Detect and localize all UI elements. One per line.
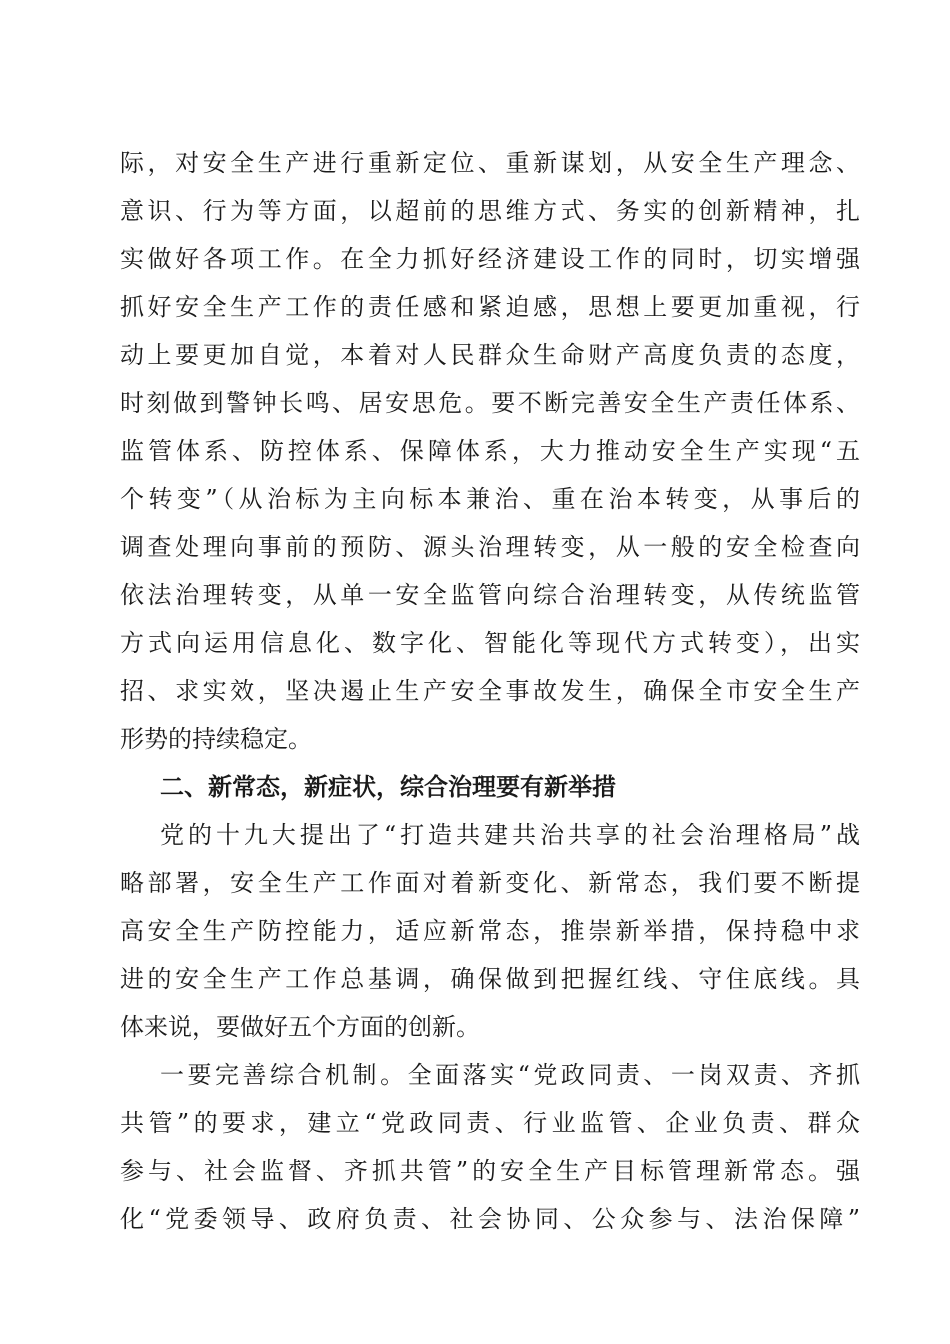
para1-line-2: 意识、行为等方面，以超前的思维方式、务实的创新精神，扎 — [120, 197, 860, 225]
para1-line-8: 个转变”（从治标为主向标本兼治、重在治本转变，从事后的 — [120, 485, 860, 513]
para3-line-1: 一要完善综合机制。全面落实“党政同责、一岗双责、齐抓 — [160, 1061, 860, 1089]
para3-line-4: 化“党委领导、政府负责、社会协同、公众参与、法治保障” — [120, 1205, 860, 1233]
para3-line-3: 参与、社会监督、齐抓共管”的安全生产目标管理新常态。强 — [120, 1157, 860, 1185]
para1-line-5: 动上要更加自觉，本着对人民群众生命财产高度负责的态度， — [120, 341, 860, 369]
para1-line-10: 依法治理转变，从单一安全监管向综合治理转变，从传统监管 — [120, 581, 860, 609]
para1-line-12: 招、求实效，坚决遏止生产安全事故发生，确保全市安全生产 — [120, 677, 860, 705]
para2-line-3: 高安全生产防控能力，适应新常态，推崇新举措，保持稳中求 — [120, 917, 860, 945]
para1-line-11: 方式向运用信息化、数字化、智能化等现代方式转变），出实 — [120, 629, 860, 657]
para2-line-5: 体来说，要做好五个方面的创新。 — [120, 1013, 480, 1041]
para2-line-4: 进的安全生产工作总基调，确保做到把握红线、守住底线。具 — [120, 965, 860, 993]
para1-line-6: 时刻做到警钟长鸣、居安思危。要不断完善安全生产责任体系、 — [120, 389, 860, 417]
para1-line-13: 形势的持续稳定。 — [120, 725, 312, 753]
para1-line-3: 实做好各项工作。在全力抓好经济建设工作的同时，切实增强 — [120, 245, 860, 273]
para1-line-4: 抓好安全生产工作的责任感和紧迫感，思想上要更加重视，行 — [120, 293, 860, 321]
para2-line-2: 略部署，安全生产工作面对着新变化、新常态，我们要不断提 — [120, 869, 860, 897]
para3-line-2: 共管”的要求，建立“党政同责、行业监管、企业负责、群众 — [120, 1109, 860, 1137]
para2-line-1: 党的十九大提出了“打造共建共治共享的社会治理格局”战 — [160, 821, 860, 849]
section-heading: 二、新常态，新症状，综合治理要有新举措 — [160, 773, 616, 801]
para1-line-9: 调查处理向事前的预防、源头治理转变，从一般的安全检查向 — [120, 533, 860, 561]
para1-line-7: 监管体系、防控体系、保障体系，大力推动安全生产实现“五 — [120, 437, 860, 465]
para1-line-1: 际，对安全生产进行重新定位、重新谋划，从安全生产理念、 — [120, 149, 860, 177]
